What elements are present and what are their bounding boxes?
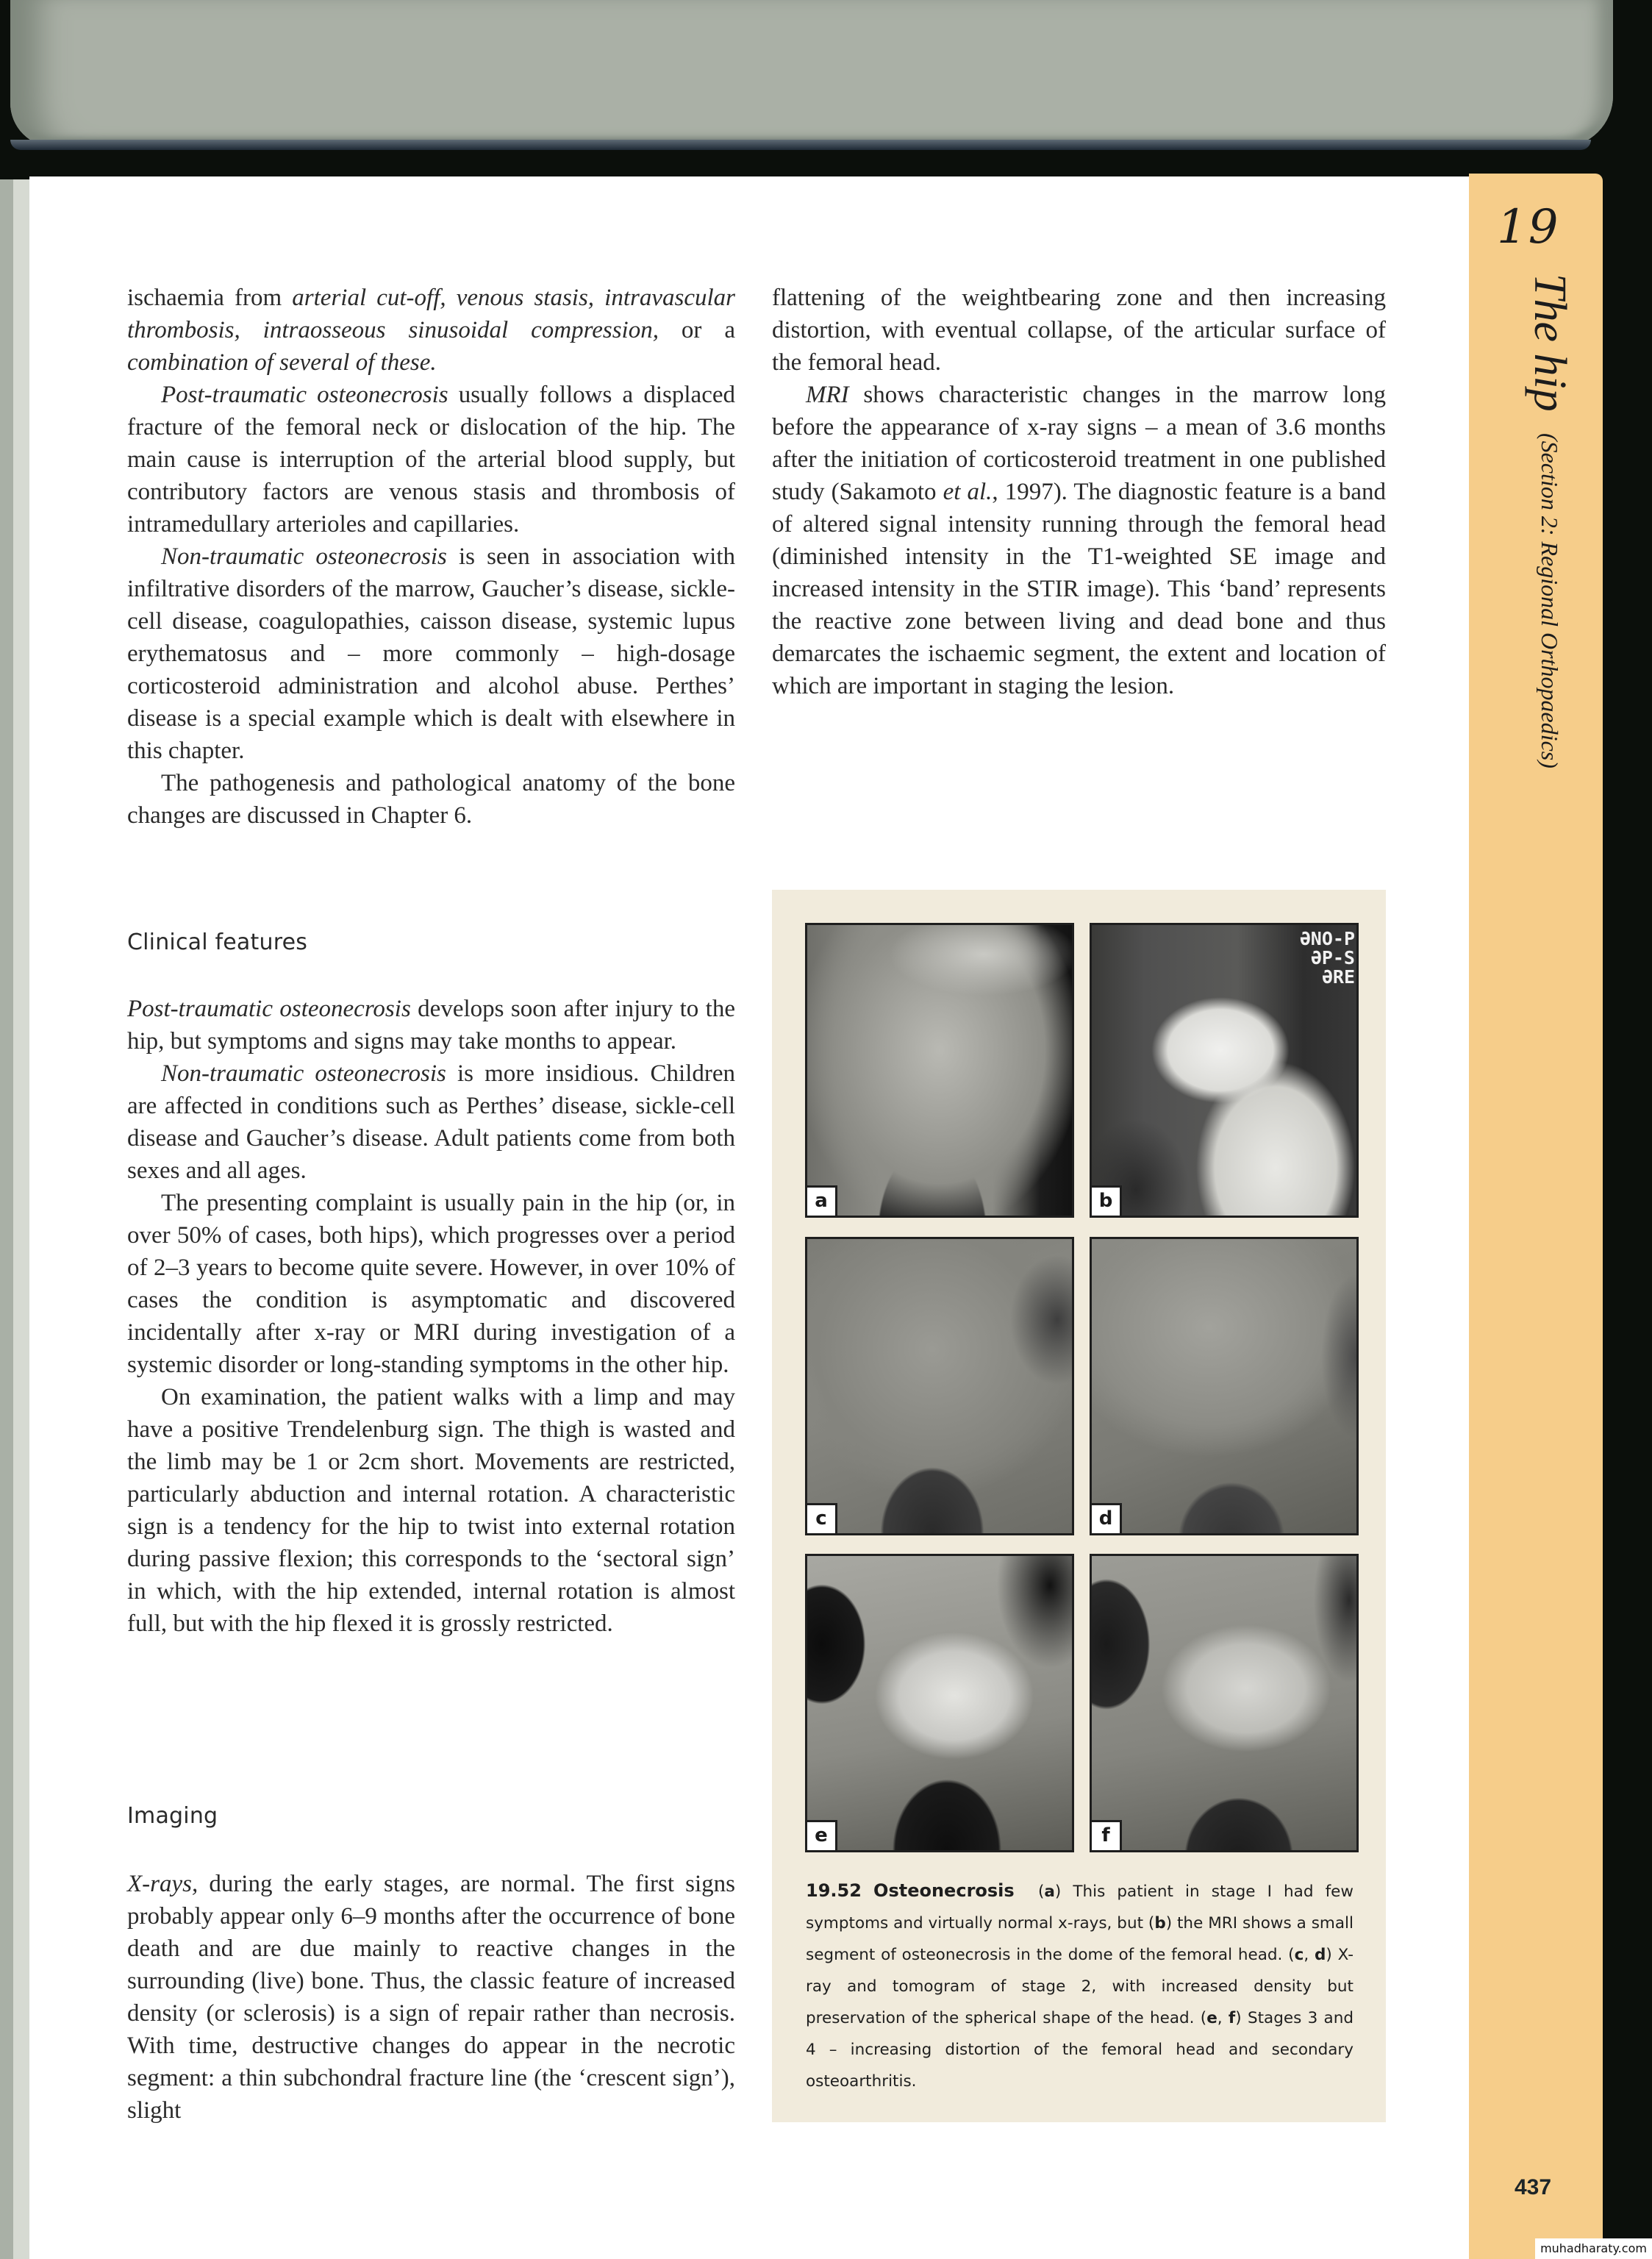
italic-term: Non-traumatic osteonecrosis [161,1060,446,1087]
figure-panel-c [805,1237,1074,1535]
caption-panel-ref: f [1228,2009,1236,2027]
intro-text [127,282,735,832]
paragraph: flattening of the weightbearing zone and then increasing distortion, with eventual collapse, of the articular surface of the femoral head. [772,285,1386,376]
panel-label-f: f [1092,1820,1122,1850]
caption-panel-ref: b [1154,1914,1166,1933]
panel-label-d: d [1092,1503,1122,1533]
heading-clinical-features: Clinical features [127,929,308,955]
clinical-features-text [127,993,735,1640]
figure-panel-d [1090,1237,1359,1535]
italic-term: arterial cut-off, venous stasis, intravascular thrombosis, intraosseous sinusoidal compression, [127,285,735,343]
panel-label-a: a [807,1185,837,1216]
italic-term: Non-traumatic osteonecrosis [161,543,447,570]
italic-term: Post-traumatic osteonecrosis [127,996,411,1022]
paragraph: MRI shows characteristic changes in the marrow long before the appearance of x-ray signs – a mean of 3.6 months after the initiation of corticosteroid treatment in one published study (Sakamoto et al., 1997). The diagnostic feature is a band of altered signal intensity running through the femoral head (diminished intensity in the T1-weighted SE image and increased intensity in the STIR image). This ‘band’ represents the reactive zone between living and dead bone and thus demarcates the ischaemic segment, the extent and location of which are important in staging the lesion. [772,382,1387,699]
italic-term: Post-traumatic osteonecrosis [161,382,448,408]
book-spine-edge [0,179,29,2259]
italic-term: X-rays, [127,1871,199,1897]
panel-label-c: c [807,1503,837,1533]
chapter-title: The hip [1525,274,1575,412]
figure-panel-a [805,923,1074,1218]
paragraph: The pathogenesis and pathological anatomy of the bone changes are discussed in Chapter 6. [127,770,735,829]
caption-text: (a) This patient in stage I had few symptoms and virtually normal x-rays, but (b) the MRI shows a small segment of osteonecrosis in the dome of the femoral head. (c, d) X-ray and tomogram of stage 2, with increased density but preservation of the spherical shape of the head. (e, f) Stages 3 and 4 – increasing distortion of the femoral head and secondary osteoarthritis. [806,1882,1354,2091]
paragraph: Post-traumatic osteonecrosis usually follows a displaced fracture of the femoral neck or dislocation of the hip. The main cause is interruption of the arterial blood supply, but contributory factors are venous stasis and thrombosis of intramedullary arterioles and capillaries. [127,382,736,538]
page-number: 437 [1515,2175,1552,2199]
scanner-lid [10,0,1613,147]
watermark: muhadharaty.com [1535,2238,1652,2259]
panel-label-b: b [1092,1185,1122,1216]
paragraph: X-rays, during the early stages, are normal. The first signs probably appear only 6–9 months after the occurrence of bone death and are due mainly to reactive changes in the surrounding (live) bone. Thus, the classic feature of increased density (or sclerosis) is a sign of repair rather than necrosis. With time, destructive changes do appear in the necrotic segment: a thin subchondral fracture line (the ‘crescent sign’), slight [127,1871,735,2124]
italic-term: MRI [806,382,849,408]
heading-imaging: Imaging [127,1803,218,1829]
figure-panel-f [1090,1554,1359,1852]
section-title: (Section 2: Regional Orthopaedics) [1537,432,1563,768]
italic-term: et al. [943,479,993,505]
caption-panel-ref: c [1294,1946,1304,1964]
imaging-text [127,1868,735,2127]
figure-panel-e [805,1554,1074,1852]
caption-panel-ref: e [1206,2009,1217,2027]
figure-title: Osteonecrosis [873,1880,1015,1901]
panel-label-e: e [807,1820,837,1850]
figure-panel-b [1090,923,1359,1218]
running-head [1523,274,1576,768]
italic-term: combination of several of these. [127,349,437,376]
scanner-lid-edge [10,140,1591,150]
paragraph: The presenting complaint is usually pain in the hip (or, in over 50% of cases, both hips), which progresses over a period of 2–3 years to become quite severe. However, in over 10% of cases the condition is asymptomatic and discovered incidentally after x-ray or MRI during investigation of a systemic disorder or long-standing symptoms in the other hip. [127,1190,735,1378]
chapter-number: 19 [1497,200,1560,254]
caption-panel-ref: a [1044,1882,1055,1901]
paragraph: Non-traumatic osteonecrosis is seen in association with infiltrative disorders of the marrow, Gaucher’s disease, sickle-cell disease, coagulopathies, caisson disease, systemic lupus erythematosus and – more commonly – high-dosage corticosteroid administration and alcohol abuse. Perthes’ disease is a special example which is dealt with elsewhere in this chapter. [127,543,735,764]
mri-overlay-text: ƏNO-P ƏP-S ƏRE [1299,928,1355,988]
paragraph: ischaemia from arterial cut-off, venous stasis, intravascular thrombosis, intraosseous sinusoidal compression, or a combination of several of these. [127,285,735,376]
mri-text [772,282,1386,702]
paragraph: On examination, the patient walks with a limp and may have a positive Trendelenburg sign. The thigh is wasted and the limb may be 1 or 2cm short. Movements are restricted, particularly abduction and internal rotation. A characteristic sign is a tendency for the hip to twist into external rotation during passive flexion; this corresponds to the ‘sectoral sign’ in which, with the hip extended, internal rotation is almost full, but with the hip flexed it is grossly restricted. [127,1384,735,1637]
figure-number: 19.52 [806,1880,862,1901]
paragraph: Post-traumatic osteonecrosis develops soon after injury to the hip, but symptoms and signs may take months to appear. [127,996,735,1054]
paragraph: Non-traumatic osteonecrosis is more insidious. Children are affected in conditions such as Perthes’ disease, sickle-cell disease and Gaucher’s disease. Adult patients come from both sexes and all ages. [127,1060,735,1184]
caption-panel-ref: d [1314,1946,1326,1964]
figure-caption [806,1875,1354,2097]
